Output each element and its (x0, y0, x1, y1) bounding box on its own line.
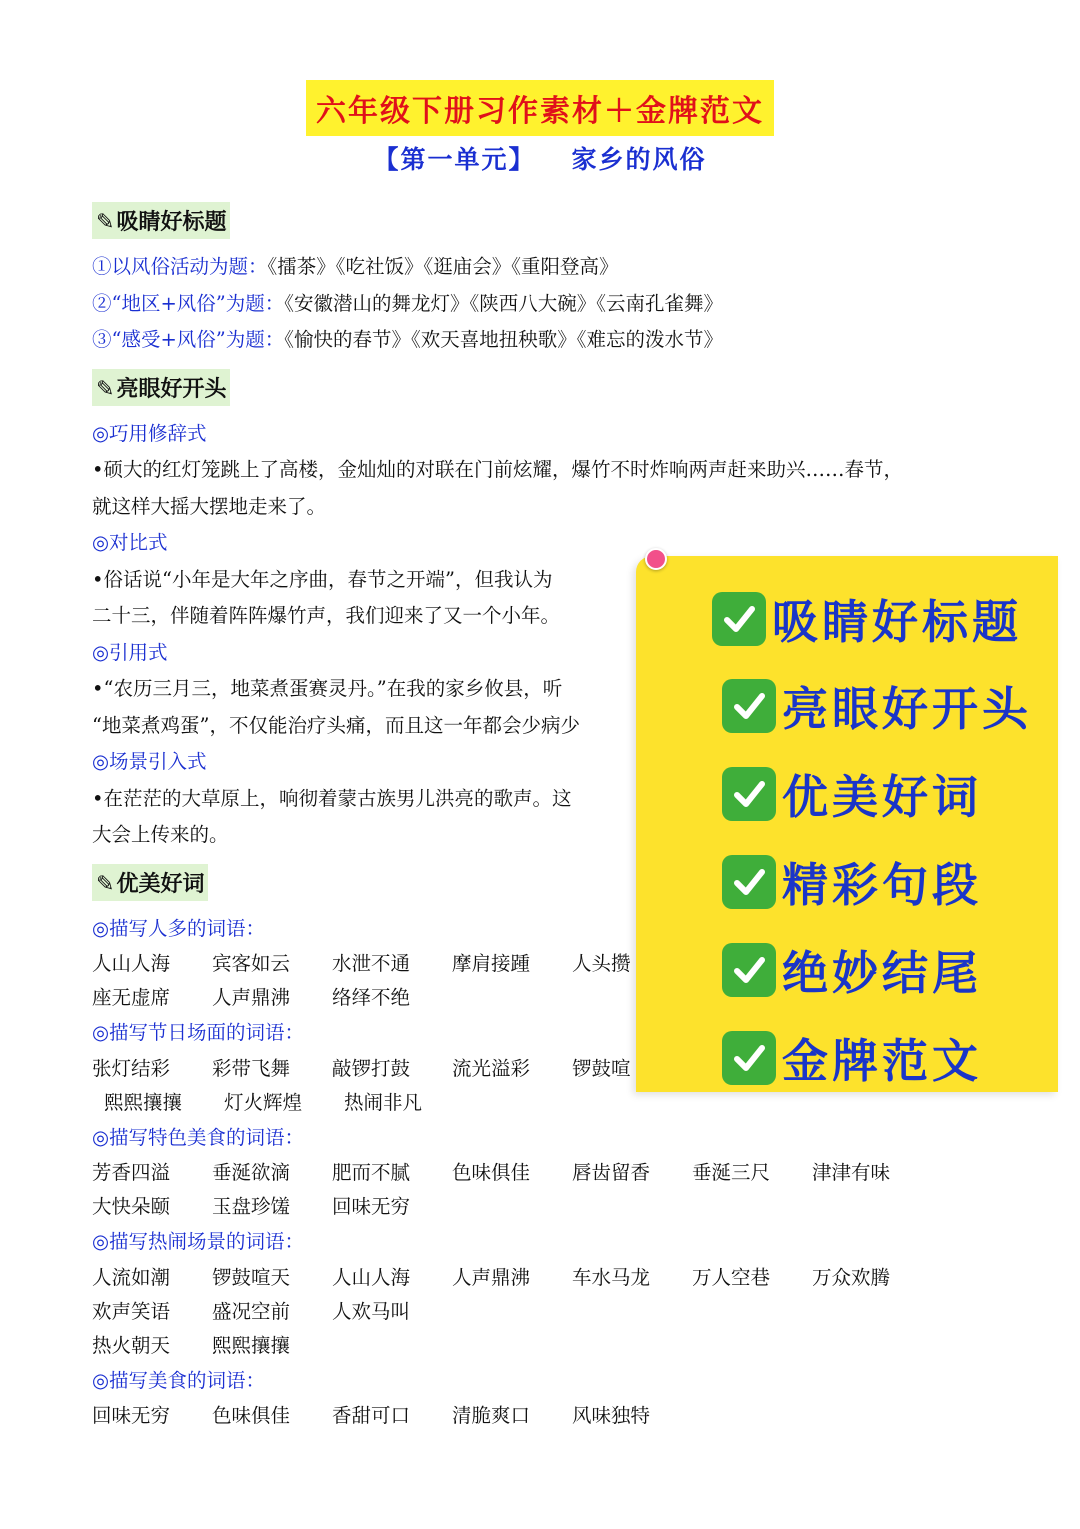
word-group-label: ◎描写人多的词语： (92, 916, 266, 940)
word-item: 敲锣打鼓 (332, 1056, 411, 1080)
word-row (92, 1399, 1012, 1433)
opening-line: •硕大的红灯笼跳上了高楼，金灿灿的对联在门前炫耀，爆竹不时炸响两声赶来助兴……春节， (92, 458, 904, 481)
word-item: 人山人海 (92, 952, 171, 975)
word-group-label: ◎描写特色美食的词语： (92, 1125, 305, 1149)
section-heading-text: 优美好词 (116, 871, 205, 897)
word-item: 色味俱佳 (452, 1161, 531, 1184)
word-item: 回味无穷 (332, 1195, 411, 1218)
word-item: 锣鼓喧天 (212, 1265, 291, 1289)
opening-line: 二十三，伴随着阵阵爆竹声，我们迎来了又一个小年。 (92, 604, 561, 627)
word-item: 玉盘珍馐 (212, 1195, 291, 1218)
opening-style-label: ◎巧用修辞式 (92, 421, 207, 445)
word-item: 熙熙攘攘 (104, 1090, 183, 1114)
opening-line: 大会上传来的。 (92, 823, 229, 846)
feature-label: 绝妙结尾 (782, 946, 982, 1000)
pencil-icon: ✎ (96, 871, 115, 897)
title-item-text: 《擂茶》《吃社饭》《逛庙会》《重阳登高》 (267, 255, 619, 278)
feature-item (722, 1025, 982, 1091)
section-heading-text: 亮眼好开头 (116, 376, 227, 402)
pushpin-icon (645, 548, 667, 570)
word-item: 灯火辉煌 (224, 1090, 303, 1114)
word-item: 人声鼎沸 (212, 986, 291, 1009)
title-item-label: ②“地区+风俗”为题： (92, 291, 285, 315)
feature-item (722, 849, 982, 915)
opening-style-label: ◎引用式 (92, 640, 168, 664)
word-item: 锣鼓喧 (572, 1056, 631, 1080)
check-mark-icon (722, 679, 776, 733)
word-item: 芳香四溢 (92, 1161, 171, 1184)
word-row (92, 1295, 1012, 1329)
check-mark-icon (712, 592, 766, 646)
word-item: 垂涎三尺 (692, 1161, 771, 1184)
opening-line: •俗话说“小年是大年之序曲，春节之开端”，但我认为 (92, 567, 553, 591)
word-item: 彩带飞舞 (212, 1056, 291, 1080)
word-item: 人欢马叫 (332, 1299, 411, 1323)
title-wrap (0, 80, 1080, 136)
opening-line: •在茫茫的大草原上，响彻着蒙古族男儿洪亮的歌声。这 (92, 786, 572, 810)
pencil-icon: ✎ (96, 376, 115, 402)
unit-topic: 家乡的风俗 (571, 145, 707, 174)
opening-line: 就这样大摇大摆地走来了。 (92, 494, 327, 518)
word-item: 人山人海 (332, 1265, 411, 1289)
page-title: 六年级下册习作素材＋金牌范文 (306, 80, 774, 136)
word-group-label: ◎描写热闹场景的词语： (92, 1230, 305, 1253)
title-item-text: 《安徽潜山的舞龙灯》《陕西八大碗》《云南孔雀舞》 (284, 291, 724, 315)
word-item: 热闹非凡 (344, 1090, 423, 1114)
word-item: 清脆爽口 (452, 1404, 531, 1427)
word-item: 张灯结彩 (92, 1056, 171, 1080)
word-item: 水泄不通 (332, 952, 411, 975)
word-item: 熙熙攘攘 (212, 1333, 291, 1357)
title-item (92, 249, 1012, 286)
word-item: 欢声笑语 (92, 1299, 171, 1323)
check-mark-icon (722, 855, 776, 909)
unit-label: 【第一单元】 (373, 145, 536, 174)
check-mark-icon (722, 943, 776, 997)
word-item: 座无虚席 (92, 986, 171, 1009)
word-item: 唇齿留香 (572, 1161, 651, 1184)
title-item (92, 286, 1012, 323)
feature-label: 精彩句段 (782, 858, 982, 912)
word-item: 大快朵颐 (92, 1195, 171, 1218)
word-item: 人声鼎沸 (452, 1265, 531, 1289)
word-group-label: ◎描写美食的词语： (92, 1368, 266, 1392)
section-heading-openings (92, 369, 230, 406)
feature-label: 优美好词 (782, 770, 982, 824)
feature-item (722, 673, 1032, 739)
word-item: 风味独特 (572, 1404, 651, 1427)
unit-heading (0, 140, 1080, 176)
word-item: 万众欢腾 (812, 1265, 891, 1289)
section-heading-words (92, 864, 208, 901)
word-row (92, 1329, 1012, 1363)
check-mark-icon (722, 1031, 776, 1085)
word-group-label: ◎描写节日场面的词语： (92, 1021, 305, 1044)
feature-label: 金牌范文 (782, 1034, 982, 1088)
pencil-icon: ✎ (96, 210, 115, 235)
word-item: 人流如潮 (92, 1265, 171, 1289)
word-item: 回味无穷 (92, 1404, 171, 1427)
word-item: 垂涎欲滴 (212, 1161, 291, 1184)
title-item-text: 《愉快的春节》《欢天喜地扭秧歌》《难忘的泼水节》 (284, 328, 724, 351)
check-mark-icon (722, 767, 776, 821)
word-item: 盛况空前 (212, 1299, 291, 1323)
title-item-label: ③“感受+风俗”为题： (92, 328, 285, 351)
opening-style-label: ◎对比式 (92, 531, 168, 554)
feature-label: 吸睛好标题 (772, 595, 1022, 649)
opening-line: “地菜煮鸡蛋”，不仅能治疗头痛，而且这一年都会少病少 (92, 713, 580, 737)
word-item: 色味俱佳 (212, 1404, 291, 1427)
word-item: 万人空巷 (692, 1265, 771, 1289)
opening-style-label: ◎场景引入式 (92, 750, 207, 773)
word-item: 津津有味 (812, 1161, 891, 1184)
word-item: 摩肩接踵 (452, 952, 531, 975)
title-item-label: ①以风俗活动为题： (92, 255, 268, 278)
section-heading-text: 吸睛好标题 (116, 210, 227, 235)
opening-line: •“农历三月三，地菜煮蛋赛灵丹。”在我的家乡攸县，听 (92, 677, 563, 700)
word-row (92, 1190, 1012, 1224)
word-item: 人头攒 (572, 952, 631, 975)
feature-label: 亮眼好开头 (782, 682, 1032, 736)
feature-item (722, 761, 982, 827)
word-item: 香甜可口 (332, 1404, 411, 1427)
feature-item (712, 586, 1022, 652)
title-item (92, 322, 1012, 359)
word-item: 热火朝天 (92, 1333, 171, 1357)
word-row (92, 1156, 1012, 1190)
word-item: 车水马龙 (572, 1265, 651, 1289)
feature-item (722, 937, 982, 1003)
word-item: 络绎不绝 (332, 986, 411, 1009)
word-row (92, 1261, 1012, 1295)
word-item: 宾客如云 (212, 952, 291, 975)
section-heading-titles (92, 202, 230, 239)
word-item: 流光溢彩 (452, 1056, 531, 1080)
word-item: 肥而不腻 (332, 1161, 411, 1184)
